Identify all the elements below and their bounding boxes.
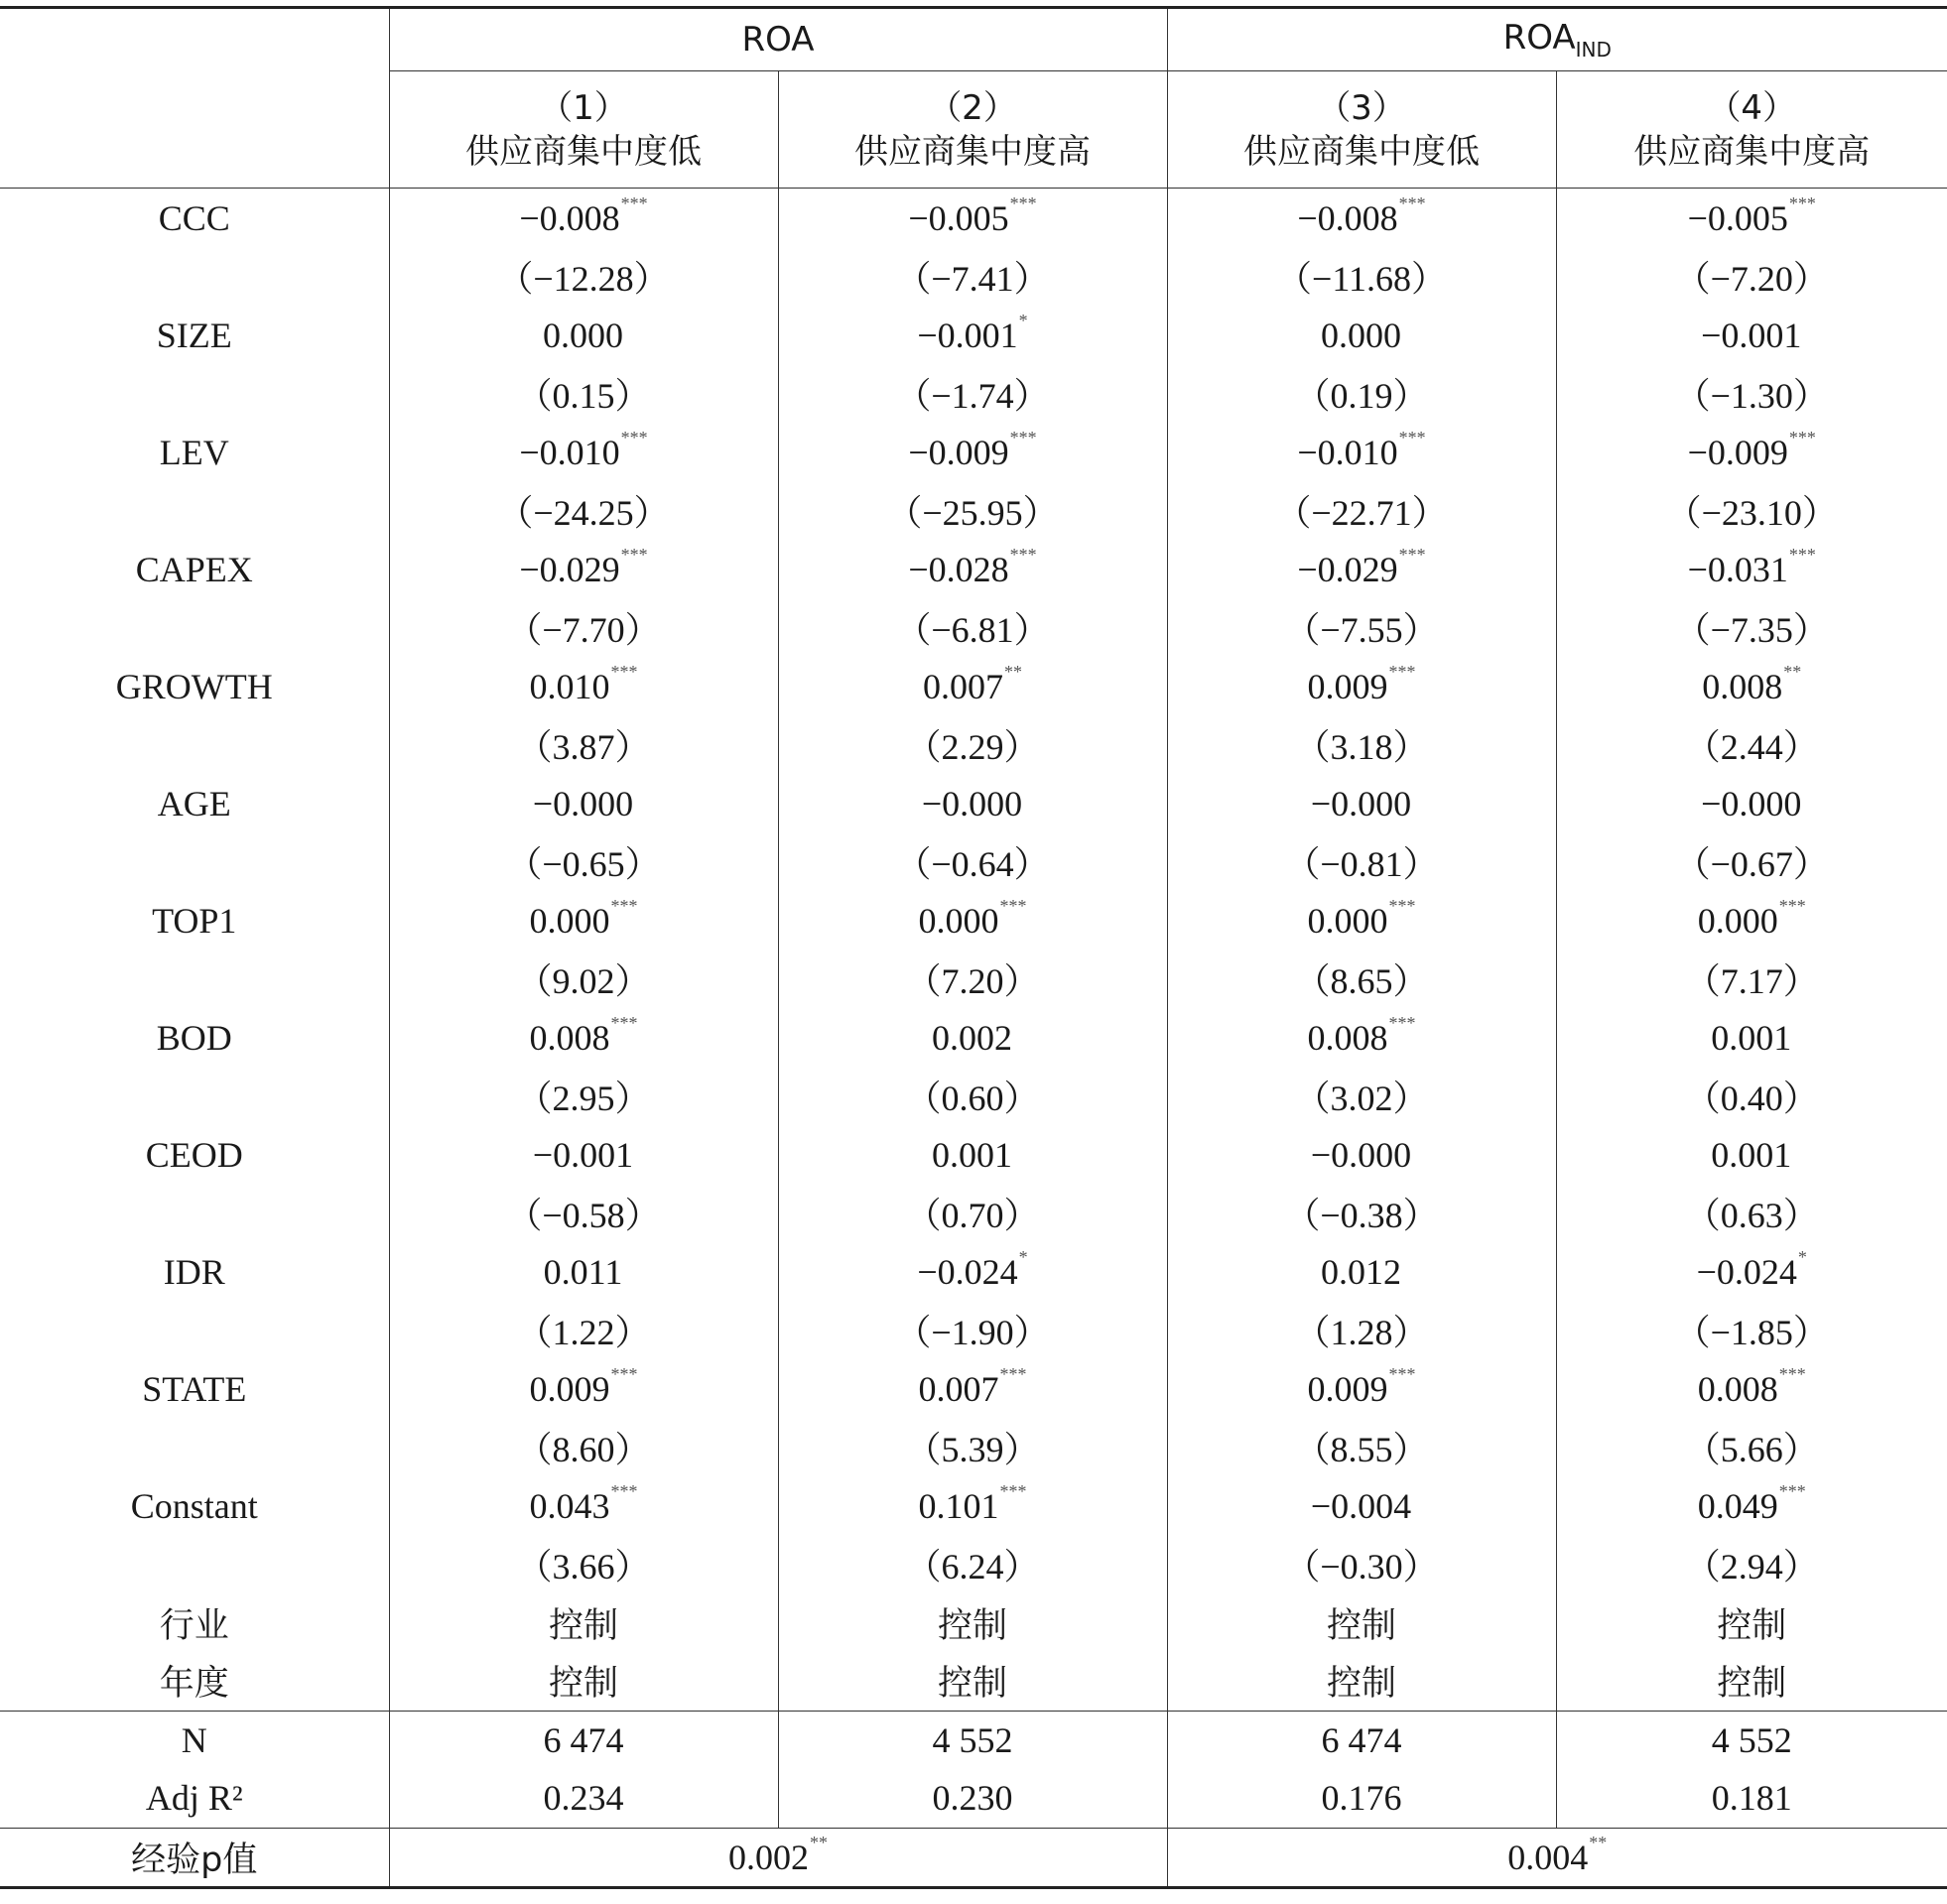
coef-value: −0.009 <box>1687 432 1788 472</box>
significance-stars: *** <box>1788 192 1816 213</box>
coef-cell <box>778 306 1167 364</box>
tstat-cell: （0.19） <box>1167 364 1556 423</box>
tstat-cell: （7.20） <box>778 950 1167 1008</box>
variable-name: AGE <box>0 774 389 832</box>
coef-row <box>0 1125 1947 1184</box>
coef-cell <box>1167 774 1556 832</box>
tstat-cell: （−0.65） <box>389 832 778 891</box>
coef-row <box>0 306 1947 364</box>
coef-cell <box>389 189 778 248</box>
coef-value: 0.009 <box>1307 666 1388 706</box>
significance-stars: *** <box>999 1363 1027 1384</box>
significance-stars: *** <box>999 1480 1027 1501</box>
coef-value: 0.010 <box>529 666 610 706</box>
tstat-cell: （−7.41） <box>778 247 1167 306</box>
variable-name-blank <box>0 1301 389 1359</box>
tstat-cell: （−0.81） <box>1167 832 1556 891</box>
stat-row <box>0 1711 1947 1769</box>
coef-value: 0.001 <box>1711 1134 1792 1175</box>
coef-value: 0.000 <box>1307 900 1388 941</box>
coef-value: −0.024 <box>1696 1251 1797 1292</box>
significance-stars: ** <box>1004 661 1022 682</box>
stat-value: 0.230 <box>778 1769 1167 1828</box>
tstat-cell: （0.15） <box>389 364 778 423</box>
column-number: （3） <box>1317 87 1406 128</box>
coef-value: −0.028 <box>908 549 1009 589</box>
coef-cell <box>1556 423 1947 481</box>
coef-cell <box>1167 423 1556 481</box>
significance-stars: *** <box>1398 192 1426 213</box>
control-value: 控制 <box>778 1652 1167 1711</box>
coef-cell <box>1167 189 1556 248</box>
stat-value: 4 552 <box>778 1711 1167 1769</box>
coef-cell <box>1556 1125 1947 1184</box>
coef-cell <box>389 1125 778 1184</box>
coef-cell <box>1556 891 1947 950</box>
coef-cell <box>1167 891 1556 950</box>
tstat-cell: （−7.20） <box>1674 259 1829 299</box>
coef-value: 0.000 <box>1697 900 1778 941</box>
coef-value: −0.001 <box>532 1134 634 1175</box>
tstat-cell: （3.66） <box>389 1535 778 1593</box>
variable-name: CEOD <box>0 1125 389 1184</box>
coef-row <box>0 657 1947 715</box>
tstat-row <box>0 1067 1947 1125</box>
significance-stars: ** <box>1589 1832 1608 1852</box>
coef-value: 0.009 <box>1307 1368 1388 1409</box>
coef-cell <box>389 891 778 950</box>
tstat-cell: （2.44） <box>1684 727 1819 767</box>
tstat-cell: （3.18） <box>1167 715 1556 774</box>
column-header-4 <box>1556 71 1947 189</box>
pvalue-value: 0.002 <box>728 1837 809 1877</box>
tstat-cell: （−0.30） <box>1167 1535 1556 1593</box>
coef-value: −0.001 <box>917 315 1018 355</box>
tstat-cell: （5.66） <box>1684 1430 1819 1469</box>
tstat-cell: （2.29） <box>778 715 1167 774</box>
variable-name: STATE <box>0 1359 389 1418</box>
control-name: 年度 <box>0 1652 389 1711</box>
coef-value: 0.008 <box>529 1017 610 1058</box>
coef-value: −0.000 <box>532 783 634 824</box>
variable-name: GROWTH <box>0 657 389 715</box>
significance-stars: *** <box>1778 1480 1806 1501</box>
significance-stars: * <box>1018 310 1028 330</box>
coef-row <box>0 1008 1947 1067</box>
column-number: （2） <box>928 87 1017 128</box>
tstat-cell: （8.55） <box>1167 1418 1556 1476</box>
coef-value: −0.029 <box>1297 549 1398 589</box>
coef-cell <box>778 1242 1167 1301</box>
tstat-cell: （−0.64） <box>778 832 1167 891</box>
column-header-3 <box>1167 71 1556 189</box>
significance-stars: ** <box>810 1832 828 1852</box>
tstat-cell: （−0.67） <box>1674 844 1829 884</box>
coef-row <box>0 540 1947 598</box>
coef-cell <box>1556 1242 1947 1301</box>
coef-cell <box>778 774 1167 832</box>
tstat-row <box>0 364 1947 423</box>
significance-stars: *** <box>1009 192 1037 213</box>
pvalue-name: 经验p值 <box>0 1828 389 1887</box>
coef-cell <box>1167 540 1556 598</box>
coef-value: −0.005 <box>1687 197 1788 238</box>
coef-value: 0.043 <box>529 1485 610 1526</box>
column-header-2 <box>778 71 1167 189</box>
pvalue-cell <box>389 1828 1167 1887</box>
coef-value: 0.009 <box>529 1368 610 1409</box>
control-value: 控制 <box>1556 1652 1947 1711</box>
coef-row <box>0 891 1947 950</box>
coef-cell <box>1167 306 1556 364</box>
significance-stars: *** <box>620 427 648 447</box>
coef-row <box>0 1359 1947 1418</box>
coef-value: −0.008 <box>519 197 620 238</box>
significance-stars: *** <box>610 661 638 682</box>
coef-value: −0.005 <box>908 197 1009 238</box>
variable-name-blank <box>0 1535 389 1593</box>
coef-cell <box>778 657 1167 715</box>
coef-cell <box>778 1008 1167 1067</box>
coef-value: 0.012 <box>1321 1251 1402 1292</box>
tstat-cell: （6.24） <box>778 1535 1167 1593</box>
tstat-cell: （9.02） <box>389 950 778 1008</box>
column-label: 供应商集中度高 <box>854 131 1091 172</box>
tstat-cell: （−6.81） <box>778 598 1167 657</box>
tstat-row <box>0 1535 1947 1593</box>
coef-cell <box>1167 1008 1556 1067</box>
stat-value: 6 474 <box>1167 1711 1556 1769</box>
tstat-cell: （−1.85） <box>1674 1313 1829 1352</box>
coef-value: 0.007 <box>918 1368 999 1409</box>
tstat-cell: （3.87） <box>389 715 778 774</box>
coef-cell <box>389 306 778 364</box>
tstat-row <box>0 715 1947 774</box>
coef-cell <box>1167 1476 1556 1535</box>
significance-stars: *** <box>620 544 648 565</box>
variable-name: BOD <box>0 1008 389 1067</box>
regression-table <box>0 6 1947 1889</box>
coef-value: 0.007 <box>923 666 1003 706</box>
column-number: （1） <box>539 87 628 128</box>
coef-cell <box>1556 306 1947 364</box>
tstat-row <box>0 598 1947 657</box>
control-value: 控制 <box>778 1593 1167 1652</box>
stat-row <box>0 1769 1947 1828</box>
significance-stars: ** <box>1783 661 1802 682</box>
coef-value: 0.008 <box>1697 1368 1778 1409</box>
variable-name-blank <box>0 832 389 891</box>
stat-value: 6 474 <box>389 1711 778 1769</box>
coef-row <box>0 1476 1947 1535</box>
coef-value: −0.009 <box>908 432 1009 472</box>
tstat-cell: （8.65） <box>1167 950 1556 1008</box>
tstat-cell: （−7.55） <box>1167 598 1556 657</box>
variable-name-blank <box>0 247 389 306</box>
variable-name-blank <box>0 950 389 1008</box>
coef-cell <box>389 540 778 598</box>
significance-stars: *** <box>1788 427 1816 447</box>
significance-stars: *** <box>1388 895 1416 916</box>
coef-row <box>0 1242 1947 1301</box>
control-value: 控制 <box>1717 1605 1787 1646</box>
coef-value: −0.000 <box>1310 783 1412 824</box>
coef-value: −0.000 <box>1701 783 1802 824</box>
variable-name-blank <box>0 1067 389 1125</box>
tstat-cell: （−23.10） <box>1665 493 1838 533</box>
coef-cell <box>1167 1242 1556 1301</box>
tstat-cell: （2.95） <box>389 1067 778 1125</box>
stat-name: Adj R² <box>0 1769 389 1828</box>
coef-cell <box>1167 1125 1556 1184</box>
significance-stars: *** <box>1388 1012 1416 1033</box>
significance-stars: *** <box>610 1012 638 1033</box>
significance-stars: *** <box>610 895 638 916</box>
coef-value: −0.008 <box>1297 197 1398 238</box>
tstat-cell: （0.63） <box>1684 1196 1819 1235</box>
tstat-cell: （0.70） <box>778 1184 1167 1242</box>
significance-stars: * <box>1797 1246 1807 1267</box>
significance-stars: *** <box>1009 544 1037 565</box>
coef-cell <box>778 1125 1167 1184</box>
stat-name: N <box>0 1711 389 1769</box>
significance-stars: *** <box>610 1480 638 1501</box>
coef-value: 0.000 <box>543 315 623 355</box>
coef-cell <box>1556 1008 1947 1067</box>
coef-value: 0.001 <box>1711 1017 1792 1058</box>
variable-name: IDR <box>0 1242 389 1301</box>
coef-row <box>0 189 1947 248</box>
tstat-cell: （0.40） <box>1684 1079 1819 1118</box>
coef-cell <box>389 1476 778 1535</box>
significance-stars: * <box>1018 1246 1028 1267</box>
coef-value: −0.031 <box>1687 549 1788 589</box>
variable-name-blank <box>0 364 389 423</box>
variable-name: CAPEX <box>0 540 389 598</box>
significance-stars: *** <box>1398 427 1426 447</box>
coef-value: 0.000 <box>1321 315 1402 355</box>
control-name: 行业 <box>0 1593 389 1652</box>
coef-cell <box>1556 774 1947 832</box>
pvalue-value: 0.004 <box>1507 1837 1589 1877</box>
coef-cell <box>389 657 778 715</box>
stat-value: 0.176 <box>1167 1769 1556 1828</box>
control-value: 控制 <box>1167 1652 1556 1711</box>
pvalue-row <box>0 1828 1947 1887</box>
tstat-cell: （3.02） <box>1167 1067 1556 1125</box>
significance-stars: *** <box>620 192 648 213</box>
coef-value: −0.000 <box>921 783 1023 824</box>
coef-value: 0.002 <box>932 1017 1012 1058</box>
variable-name-blank <box>0 481 389 540</box>
control-row <box>0 1593 1947 1652</box>
coef-cell <box>778 1359 1167 1418</box>
variable-name: TOP1 <box>0 891 389 950</box>
tstat-cell: （−1.30） <box>1674 376 1829 416</box>
tstat-cell: （−0.58） <box>389 1184 778 1242</box>
pvalue-cell <box>1167 1828 1947 1887</box>
tstat-cell: （7.17） <box>1684 961 1819 1001</box>
control-value: 控制 <box>1167 1593 1556 1652</box>
coef-cell <box>778 189 1167 248</box>
tstat-cell: （−7.70） <box>389 598 778 657</box>
coef-cell <box>1167 657 1556 715</box>
coef-cell <box>778 540 1167 598</box>
tstat-cell: （1.22） <box>389 1301 778 1359</box>
significance-stars: *** <box>1398 544 1426 565</box>
control-value: 控制 <box>389 1593 778 1652</box>
significance-stars: *** <box>1778 1363 1806 1384</box>
coef-value: −0.001 <box>1701 315 1802 355</box>
coef-cell <box>389 774 778 832</box>
column-number: （4） <box>1707 87 1797 128</box>
tstat-cell: （−11.68） <box>1167 247 1556 306</box>
significance-stars: *** <box>1388 1363 1416 1384</box>
coef-value: 0.101 <box>918 1485 999 1526</box>
coef-value: −0.010 <box>519 432 620 472</box>
variable-name-blank <box>0 598 389 657</box>
coef-value: 0.011 <box>543 1251 623 1292</box>
roa-ind-main: ROA <box>1502 18 1576 59</box>
significance-stars: *** <box>999 895 1027 916</box>
tstat-row <box>0 1301 1947 1359</box>
column-header-1 <box>389 71 778 189</box>
tstat-cell: （8.60） <box>389 1418 778 1476</box>
group-header-roa-ind <box>1167 8 1947 71</box>
stub-header <box>0 8 389 189</box>
tstat-cell: （−24.25） <box>389 481 778 540</box>
coef-cell <box>1556 189 1947 248</box>
control-value: 控制 <box>389 1652 778 1711</box>
coef-value: 0.000 <box>918 900 999 941</box>
significance-stars: *** <box>1009 427 1037 447</box>
control-row <box>0 1652 1947 1711</box>
tstat-row <box>0 950 1947 1008</box>
variable-name: LEV <box>0 423 389 481</box>
tstat-row <box>0 247 1947 306</box>
coef-value: 0.049 <box>1697 1485 1778 1526</box>
coef-cell <box>1556 540 1947 598</box>
column-label: 供应商集中度高 <box>1633 131 1871 172</box>
column-label: 供应商集中度低 <box>465 131 702 172</box>
tstat-cell: （2.94） <box>1684 1547 1819 1587</box>
tstat-cell: （−0.38） <box>1167 1184 1556 1242</box>
coef-value: 0.008 <box>1702 666 1783 706</box>
tstat-cell: （−25.95） <box>778 481 1167 540</box>
coef-cell <box>389 1359 778 1418</box>
coef-value: −0.000 <box>1310 1134 1412 1175</box>
coef-cell <box>1556 657 1947 715</box>
coef-value: 0.001 <box>932 1134 1012 1175</box>
tstat-row <box>0 481 1947 540</box>
tstat-cell: （−12.28） <box>389 247 778 306</box>
tstat-row <box>0 1418 1947 1476</box>
variable-name: Constant <box>0 1476 389 1535</box>
coef-row <box>0 423 1947 481</box>
variable-name-blank <box>0 1418 389 1476</box>
tstat-cell: （−22.71） <box>1167 481 1556 540</box>
tstat-cell: （−1.74） <box>778 364 1167 423</box>
significance-stars: *** <box>1778 895 1806 916</box>
coef-cell <box>778 1476 1167 1535</box>
roa-ind-subscript: IND <box>1575 37 1612 62</box>
tstat-cell: （−1.90） <box>778 1301 1167 1359</box>
coef-cell <box>1167 1359 1556 1418</box>
tstat-row <box>0 832 1947 891</box>
coef-row <box>0 774 1947 832</box>
variable-name: SIZE <box>0 306 389 364</box>
variable-name-blank <box>0 715 389 774</box>
coef-cell <box>389 1242 778 1301</box>
coef-cell <box>389 423 778 481</box>
variable-name-blank <box>0 1184 389 1242</box>
tstat-row <box>0 1184 1947 1242</box>
coef-value: −0.010 <box>1297 432 1398 472</box>
significance-stars: *** <box>1388 661 1416 682</box>
coef-value: −0.024 <box>917 1251 1018 1292</box>
tstat-cell: （−7.35） <box>1674 610 1829 650</box>
tstat-cell: （1.28） <box>1167 1301 1556 1359</box>
coef-value: 0.000 <box>529 900 610 941</box>
coef-cell <box>1556 1476 1947 1535</box>
tstat-cell: （0.60） <box>778 1067 1167 1125</box>
coef-value: −0.004 <box>1310 1485 1412 1526</box>
coef-cell <box>778 891 1167 950</box>
column-label: 供应商集中度低 <box>1243 131 1481 172</box>
coef-value: −0.029 <box>519 549 620 589</box>
significance-stars: *** <box>1788 544 1816 565</box>
stat-value: 0.181 <box>1556 1769 1947 1828</box>
coef-cell <box>389 1008 778 1067</box>
variable-name: CCC <box>0 189 389 248</box>
coef-cell <box>778 423 1167 481</box>
group-header-roa: ROA <box>389 8 1167 71</box>
stat-value: 4 552 <box>1711 1719 1792 1760</box>
coef-value: 0.008 <box>1307 1017 1388 1058</box>
coef-cell <box>1556 1359 1947 1418</box>
tstat-cell: （5.39） <box>778 1418 1167 1476</box>
stat-value: 0.234 <box>389 1769 778 1828</box>
significance-stars: *** <box>610 1363 638 1384</box>
